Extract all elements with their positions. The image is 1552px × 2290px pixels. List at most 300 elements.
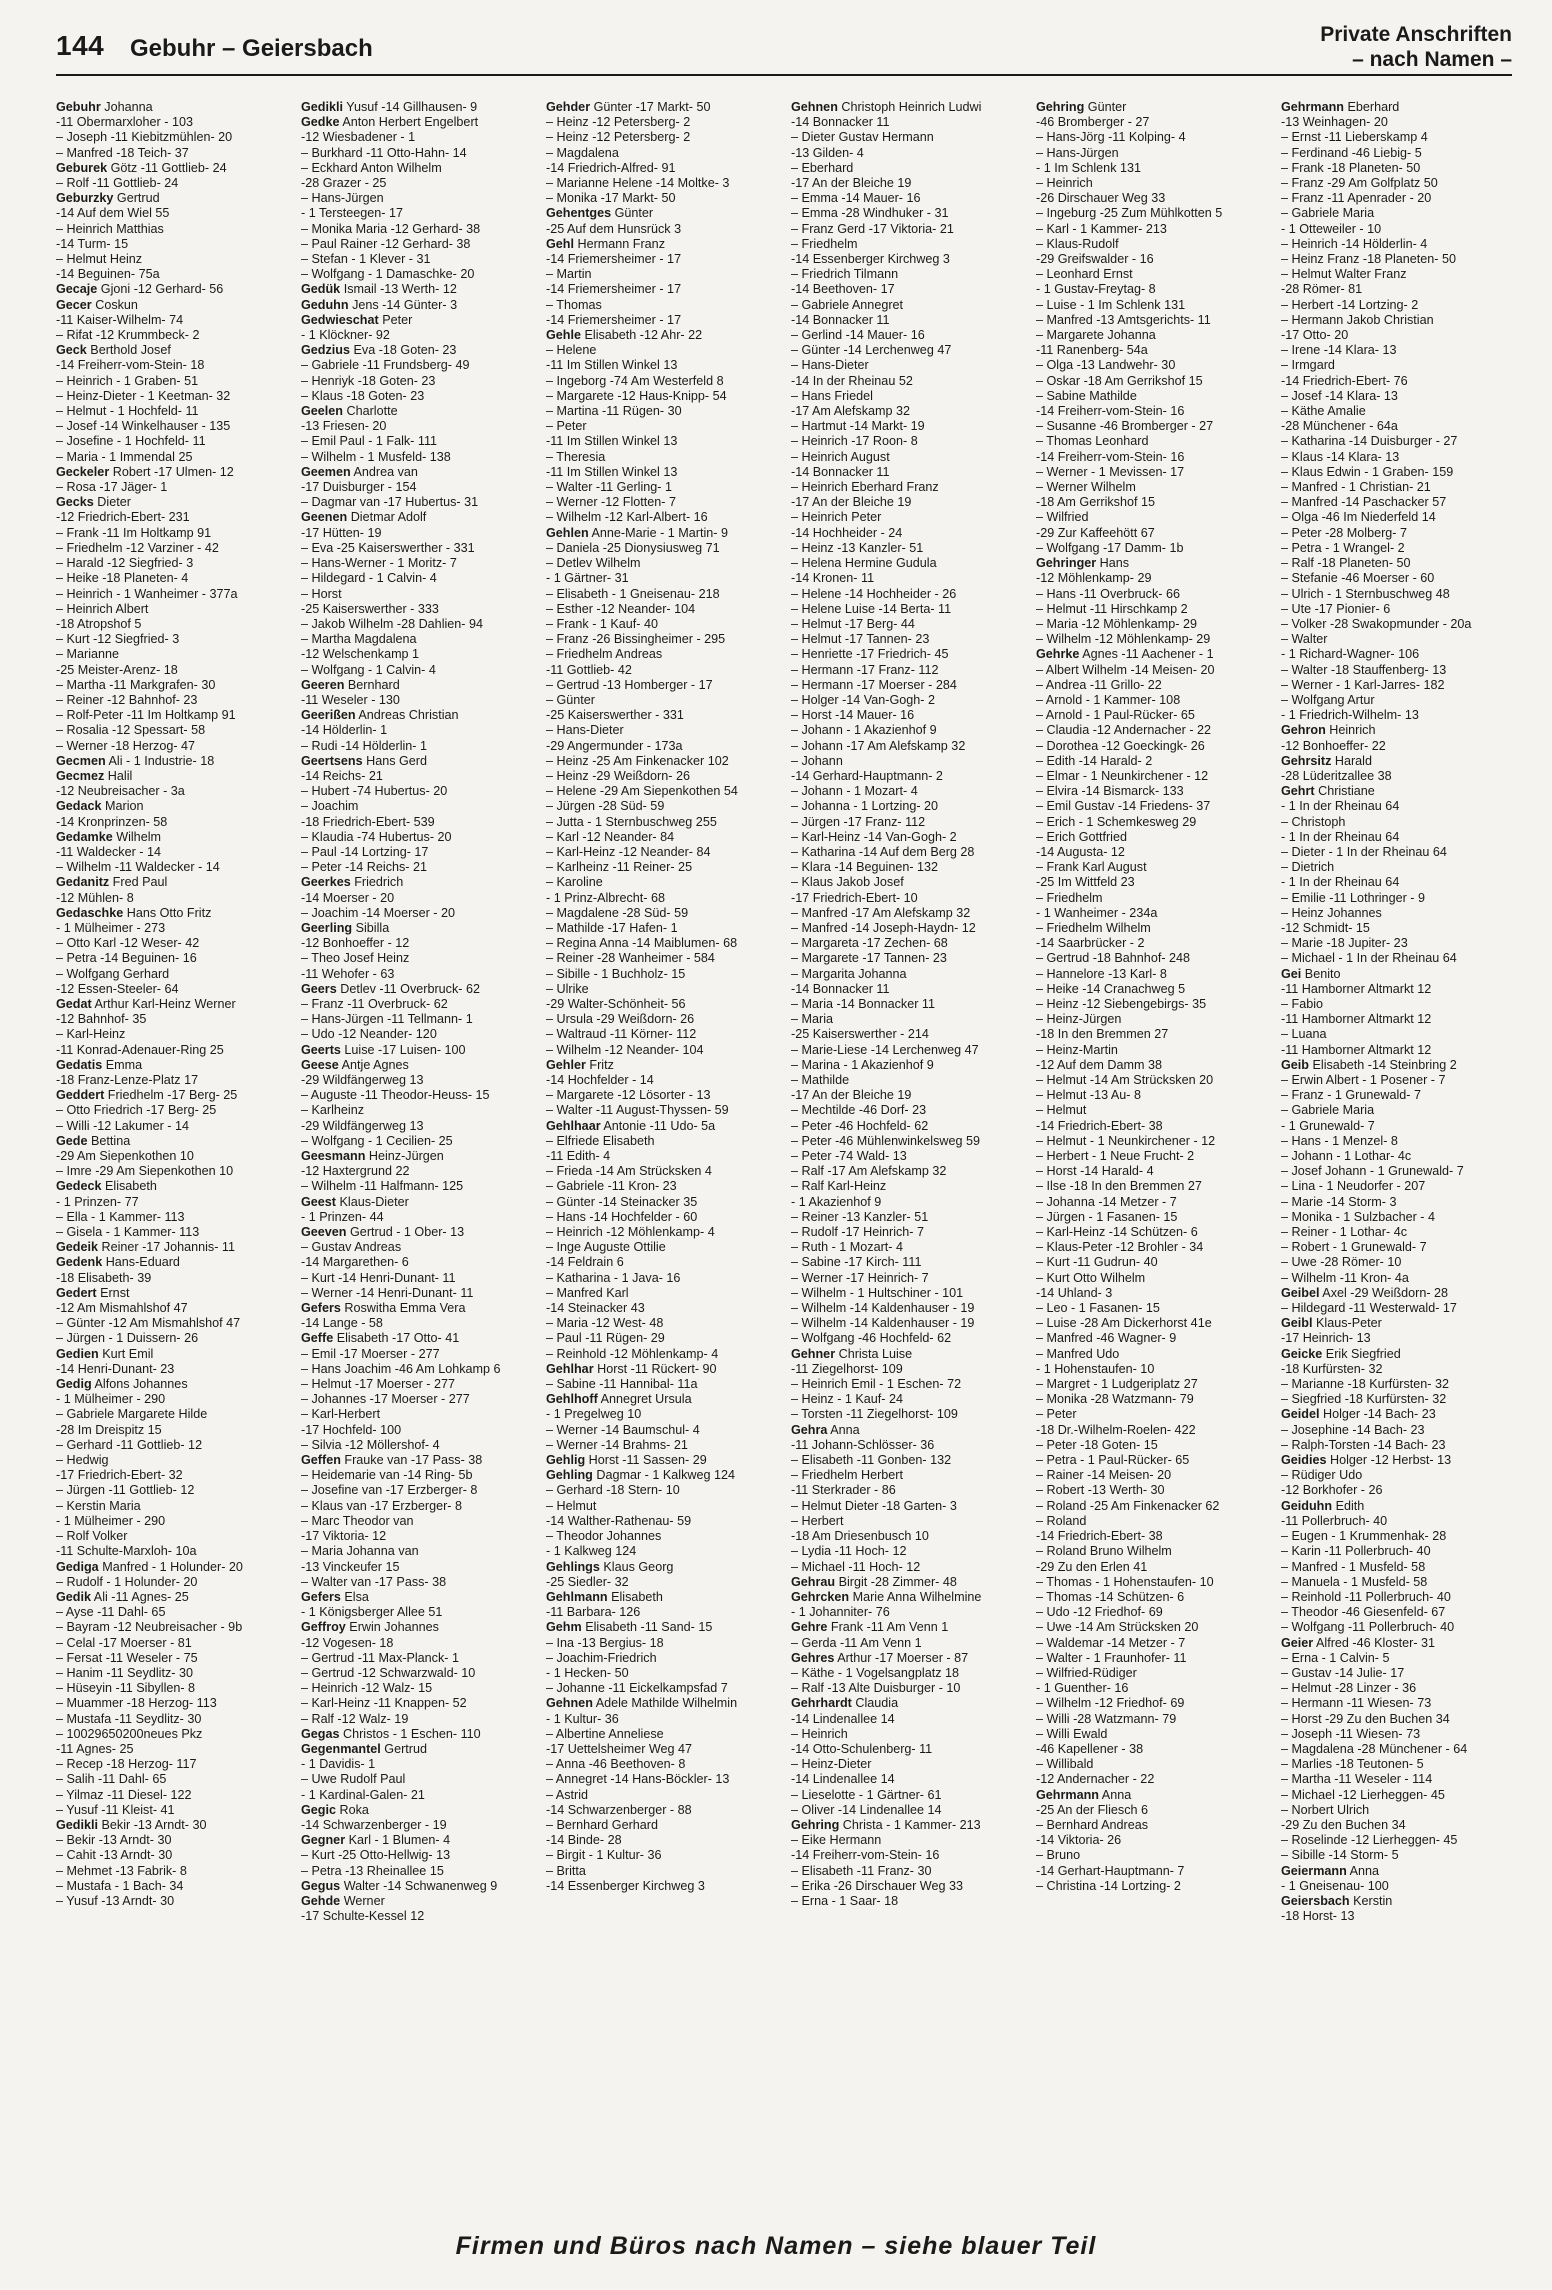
listing-entry: – Heinrich Emil - 1 Eschen- 72 [791,1377,962,1392]
listing-entry: -18 Horst- 13 [1281,1909,1355,1924]
surname-entry: Gehron Heinrich [1281,723,1376,738]
surname-entry: Gedeik Reiner -17 Johannis- 11 [56,1240,235,1255]
listing-entry: – Norbert Ulrich [1281,1802,1370,1817]
listing-entry: – Wilfried [1036,510,1089,525]
listing-entry: – Yusuf -11 Kleist- 41 [56,1802,175,1817]
listing-entry: -17 Hochfeld- 100 [301,1422,402,1437]
listing-entry: – Reinhold -11 Pollerbruch- 40 [1281,1589,1451,1604]
listing-entry: – Käthe - 1 Vogelsangplatz 18 [791,1665,960,1680]
listing-entry: – Heinrich - 1 Wanheimer - 377a [56,586,238,601]
listing-entry: – Reiner -12 Bahnhof- 23 [56,692,198,707]
listing-entry: – Helmut -13 Au- 8 [1036,1088,1141,1103]
listing-entry: -14 Moerser - 20 [301,890,395,905]
listing-entry: – Magdalena -28 Münchener - 64 [1281,1741,1468,1756]
listing-entry: – Manfred -46 Wagner- 9 [1036,1331,1177,1346]
listing-entry: - 1 Tersteegen- 17 [301,206,403,221]
surname-entry: Geemen Andrea van [301,464,418,479]
listing-entry: – Hans - 1 Menzel- 8 [1281,1133,1398,1148]
listing-entry: – Sabine Mathilde [1036,388,1137,403]
listing-entry: -11 Sterkrader - 86 [791,1483,896,1498]
listing-entry: – Ella - 1 Kammer- 113 [56,1209,185,1224]
listing-entry: – Esther -12 Neander- 104 [546,601,696,616]
surname: Gediga [56,1559,99,1574]
listing-entry: - 1 Wanheimer - 234a [1036,905,1158,920]
listing-entry: -11 Im Stillen Winkel 13 [546,358,678,373]
listing-entry: – Waldemar -14 Metzer - 7 [1036,1635,1186,1650]
listing-entry: -12 Vogesen- 18 [301,1635,394,1650]
listing-entry: – Rifat -12 Krummbeck- 2 [56,328,200,343]
listing-entry: – Helene -29 Am Siepenkothen 54 [546,784,738,799]
listing-entry: – Britta [546,1863,586,1878]
listing-entry: - 1 Kultur- 36 [546,1711,619,1726]
surname: Gedaschke [56,905,124,920]
surname-entry: Geeven Gertrud - 1 Ober- 13 [301,1225,465,1240]
surname: Gehder [546,100,591,114]
surname-entry: Gecmen Ali - 1 Industrie- 18 [56,753,215,768]
listing-entry: – Luise - 1 Im Schlenk 131 [1036,297,1186,312]
listing-entry: – Frank Karl August [1036,860,1147,875]
surname: Gedke [301,115,340,130]
listing-entry: – Detlev Wilhelm [546,556,641,571]
listing-entry: – Joachim-Friedrich [546,1650,657,1665]
listing-entry: – Rudolf -17 Heinrich- 7 [791,1225,924,1240]
listing-entry: – Inge Auguste Ottilie [546,1240,666,1255]
listing-entry: – Peter -28 Molberg- 7 [1281,525,1407,540]
listing-entry: – Theodor Johannes [546,1529,662,1544]
surname-entry: Gedikli Bekir -13 Arndt- 30 [56,1817,207,1832]
listing-entry: -14 Gerhard-Hauptmann- 2 [791,768,943,783]
listing-entry: -14 Friedrich-Ebert- 76 [1281,373,1408,388]
listing-entry: – Roland Bruno Wilhelm [1036,1544,1172,1559]
listing-entry: – Karin -11 Pollerbruch- 40 [1281,1544,1431,1559]
listing-entry: -17 An der Bleiche 19 [791,176,912,191]
surname-entry: Geerling Sibilla [301,920,390,935]
listing-entry: -11 Schulte-Marxloh- 10a [56,1544,197,1559]
listing-entry: – Maria -12 West- 48 [546,1316,664,1331]
listing-entry: – Hannelore -13 Karl- 8 [1036,966,1167,981]
surname: Gedien [56,1346,99,1361]
listing-entry: – Hans-Jürgen [1036,145,1119,160]
surname-entry: Gehrmann Anna [1036,1787,1132,1802]
listing-entry: – Margarita Johanna [791,966,907,981]
listing-entry: -29 Angermunder - 173a [546,738,683,753]
listing-entry: – Irmgard [1281,358,1335,373]
surname: Geier [1281,1635,1314,1650]
listing-entry: – Sabine -11 Hannibal- 11a [546,1377,698,1392]
listing-entry: – Regina Anna -14 Maiblumen- 68 [546,936,738,951]
listing-entry: – Werner -14 Henri-Dunant- 11 [301,1285,474,1300]
listing-entry: – Ilse -18 In den Bremmen 27 [1036,1179,1202,1194]
listing-entry: – Rolf Volker [56,1529,128,1544]
listing-entry: – Maria [791,1012,833,1027]
listing-entry: – Lina - 1 Neudorfer - 207 [1281,1179,1426,1194]
listing-entry: – Maria Johanna van [301,1544,419,1559]
listing-entry: – Friedrich Tilmann [791,267,899,282]
surname-entry: Gehl Hermann Franz [546,236,665,251]
listing-entry: – Frank -18 Planeten- 50 [1281,160,1421,175]
listing-entry: – Salih -11 Dahl- 65 [56,1772,167,1787]
listing-entry: -18 Atropshof 5 [56,616,142,631]
listing-entry: – Udo -12 Friedhof- 69 [1036,1605,1163,1620]
listing-entry: – Klaus-Rudolf [1036,236,1119,251]
listing-entry: – Hans-Jürgen [301,191,384,206]
listing-entry: – Karl -12 Neander- 84 [546,829,675,844]
listing-entry: – Wilfried-Rüdiger [1036,1665,1137,1680]
listing-entry: - 1 Königsberger Allee 51 [301,1605,443,1620]
listing-entry: – Monika -28 Watzmann- 79 [1036,1392,1194,1407]
listing-column [791,100,1022,2205]
listing-entry: – Stefan - 1 Klever - 31 [301,252,431,267]
listing-entry: -11 Barbara- 126 [546,1605,641,1620]
surname: Gehrcken [791,1589,850,1604]
listing-entry: -14 Lindenallee 14 [791,1711,895,1726]
surname: Gefers [301,1301,341,1316]
listing-entry: – Christina -14 Lortzing- 2 [1036,1878,1181,1893]
surname: Gedikli [56,1817,98,1832]
surname-entry: Gehrsitz Harald [1281,753,1372,768]
surname-entry: Geburek Götz -11 Gottlieb- 24 [56,160,227,175]
listing-entry: -14 Essenberger Kirchweg 3 [791,252,950,267]
listing-entry: – Helena Hermine Gudula [791,556,937,571]
listing-entry: – Gustav -14 Julie- 17 [1281,1665,1405,1680]
listing-entry: – Hans-Werner - 1 Moritz- 7 [301,556,457,571]
listing-entry: – Wolfgang -17 Damm- 1b [1036,540,1184,555]
listing-entry: - 1 Johanniter- 76 [791,1605,890,1620]
surname-entry: Gehm Elisabeth -11 Sand- 15 [546,1620,713,1635]
surname: Geicke [1281,1346,1323,1361]
surname-entry: Gedatis Emma [56,1057,143,1072]
listing-entry: – Mechtilde -46 Dorf- 23 [791,1103,927,1118]
listing-entry: - 1 Davidis- 1 [301,1757,376,1772]
listing-entry: – Dieter Gustav Hermann [791,130,934,145]
listing-entry: – Wolfgang -11 Pollerbruch- 40 [1281,1620,1455,1635]
listing-entry: – Margarete -12 Haus-Knipp- 54 [546,388,727,403]
surname-entry: Gehlen Anne-Marie - 1 Martin- 9 [546,525,728,540]
listing-entry: – Karl-Heinz -12 Neander- 84 [546,844,711,859]
listing-entry: – Wilhelm -11 Waldecker - 14 [56,860,220,875]
listing-entry: – Eike Hermann [791,1833,882,1848]
listing-entry: – Rainer -14 Meisen- 20 [1036,1468,1172,1483]
listing-entry: -29 Am Siepenkothen 10 [56,1149,194,1164]
listing-entry: -25 Im Wittfeld 23 [1036,875,1135,890]
listing-entry: – Karl-Heinz -14 Van-Gogh- 2 [791,829,957,844]
listing-entry: – Leo - 1 Fasanen- 15 [1036,1301,1160,1316]
listing-entry: -14 Hochfelder - 14 [546,1073,654,1087]
surname: Gehrmann [1281,100,1344,114]
listing-entry: – Thomas Leonhard [1036,434,1149,449]
listing-entry: -25 Siedler- 32 [546,1574,629,1589]
surname-entry: Gede Bettina [56,1133,131,1148]
surname-entry: Gegus Walter -14 Schwanenweg 9 [301,1878,498,1893]
surname: Geburek [56,160,108,175]
listing-entry: -17 Friedrich-Ebert- 32 [56,1468,183,1483]
surname-entry: Geerts Luise -17 Luisen- 100 [301,1042,466,1057]
listing-entry: – Werner - 1 Mevissen- 17 [1036,464,1185,479]
listing-entry: – Emilie -11 Lothringer - 9 [1281,890,1425,905]
listing-entry: – Hermann Jakob Christian [1281,312,1434,327]
surname-entry: Gehnen Christoph Heinrich Ludwi [791,100,982,114]
listing-entry: -13 Gilden- 4 [791,145,864,160]
listing-entry: – Thomas -14 Schützen- 6 [1036,1589,1185,1604]
listing-entry: – Martha -11 Markgrafen- 30 [56,677,216,692]
listing-entry: – Uwe -14 Am Strücksken 20 [1036,1620,1199,1635]
surname-entry: Gedien Kurt Emil [56,1346,154,1361]
listing-entry: – Luana [1281,1027,1327,1042]
surname-entry: Gefers Roswitha Emma Vera [301,1301,466,1316]
listing-entry: – Rosa -17 Jäger- 1 [56,480,168,495]
surname: Gedük [301,282,341,297]
listing-entry: – Helmut -28 Linzer - 36 [1281,1681,1417,1696]
listing-entry: – Michael - 1 In der Rheinau 64 [1281,951,1457,966]
surname: Gedack [56,799,102,814]
listing-entry: -18 Dr.-Wilhelm-Roelen- 422 [1036,1422,1196,1437]
listing-entry: – Elfriede Elisabeth [546,1133,655,1148]
surname: Gehring [1036,100,1085,114]
listing-entry: -25 Auf dem Hunsrück 3 [546,221,682,236]
listing-entry: -12 Mühlen- 8 [56,890,134,905]
listing-entry: – Reinhold -12 Möhlenkamp- 4 [546,1346,719,1361]
listing-entry: -46 Bromberger - 27 [1036,115,1150,130]
listing-entry: – Fersat -11 Weseler - 75 [56,1650,198,1665]
listing-entry: – Käthe Amalie [1281,404,1366,419]
listing-entry: – Robert -13 Werth- 30 [1036,1483,1165,1498]
surname-entry: Geelen Charlotte [301,404,398,419]
listing-entry: – Horst -29 Zu den Buchen 34 [1281,1711,1450,1726]
listing-entry: – Friedhelm Wilhelm [1036,920,1151,935]
listing-entry: – Mathilde [791,1073,850,1087]
listing-entry: – Heidemarie van -14 Ring- 5b [301,1468,473,1483]
listing-entry: -14 Lange - 58 [301,1316,383,1331]
listing-entry: -14 Freiherr-vom-Stein- 16 [791,1848,940,1863]
listing-entry: – Heinz-Dieter - 1 Keetman- 32 [56,388,231,403]
surname-entry: Gehrke Agnes -11 Aachener - 1 [1036,647,1214,662]
surname-entry: Gecmez Halil [56,768,133,783]
listing-entry: – Hermann -17 Moerser - 284 [791,677,957,692]
surname: Gedikli [301,100,343,114]
surname: Gecmen [56,753,106,768]
surname-entry: Geesmann Heinz-Jürgen [301,1149,444,1164]
listing-entry: - 1 Gustav-Freytag- 8 [1036,282,1156,297]
listing-entry: – Günter -14 Steinacker 35 [546,1194,698,1209]
listing-entry: – Horst -14 Mauer- 16 [791,708,915,723]
listing-entry: -11 Weseler - 130 [301,692,400,707]
listing-entry: – Helmut - 1 Neunkirchener - 12 [1036,1133,1216,1148]
listing-entry: – Ingeborg -74 Am Westerfeld 8 [546,373,724,388]
listing-entry: -14 Gerhart-Hauptmann- 7 [1036,1863,1185,1878]
listing-entry: – Gertrud -12 Schwarzwald- 10 [301,1665,476,1680]
surname-entry: Geeren Bernhard [301,677,400,692]
surname: Gegus [301,1878,341,1893]
listing-entry: – Volker -28 Swakopmunder - 20a [1281,616,1472,631]
listing-entry: -14 Freiherr-vom-Stein- 16 [1036,404,1185,419]
listing-entry: – Josef -14 Winkelhauser - 135 [56,419,231,434]
listing-entry: – Albert Wilhelm -14 Meisen- 20 [1036,662,1215,677]
listing-entry: – Petra -14 Beguinen- 16 [56,951,197,966]
surname: Gehentges [546,206,612,221]
listing-entry: -14 Bonnacker 11 [791,464,890,479]
listing-entry: – Rosalia -12 Spessart- 58 [56,723,206,738]
listing-entry: -14 Augusta- 12 [1036,844,1125,859]
listing-entry: -11 Konrad-Adenauer-Ring 25 [56,1042,224,1057]
listing-entry: -11 Wehofer - 63 [301,966,395,981]
surname-entry: Gehlhar Horst -11 Rückert- 90 [546,1361,717,1376]
listing-entry: – Wilhelm -11 Halfmann- 125 [301,1179,464,1194]
listing-entry: – Heinrich -14 Hölderlin- 4 [1281,236,1428,251]
listing-entry: – Werner -14 Baumschul- 4 [546,1422,700,1437]
listing-entry: – Burkhard -11 Otto-Hahn- 14 [301,145,467,160]
listing-entry: – Willibald [1036,1757,1094,1772]
listing-entry: -14 Friedrich-Alfred- 91 [546,160,676,175]
listing-entry: – Werner - 1 Karl-Jarres- 182 [1281,677,1445,692]
listing-entry: -28 Münchener - 64a [1281,419,1398,434]
listing-entry: – Ursula -29 Weißdorn- 26 [546,1012,695,1027]
surname: Gehrau [791,1574,836,1589]
listing-entry: – Elisabeth - 1 Gneisenau- 218 [546,586,720,601]
listing-entry: – Jürgen - 1 Fasanen- 15 [1036,1209,1178,1224]
listing-entry: – Helmut -14 Am Strücksken 20 [1036,1073,1214,1087]
surname-entry: Gedke Anton Herbert Engelbert [301,115,479,130]
listing-entry: – Eva -25 Kaiserswerther - 331 [301,540,475,555]
surname-entry: Geddert Friedhelm -17 Berg- 25 [56,1088,238,1103]
listing-entry: – Helmut -17 Berg- 44 [791,616,915,631]
surname-entry: Geidel Holger -14 Bach- 23 [1281,1407,1436,1422]
surname: Gehlhoff [546,1392,598,1407]
surname-entry: Geib Elisabeth -14 Steinbring 2 [1281,1057,1457,1072]
surname-entry: Gecks Dieter [56,495,131,510]
listing-entry: – Udo -12 Neander- 120 [301,1027,437,1042]
surname: Gehrsitz [1281,753,1332,768]
listing-entry: – Johann - 1 Akazienhof 9 [791,723,937,738]
surname-entry: Gehre Frank -11 Am Venn 1 [791,1620,949,1635]
listing-entry: -17 Hütten- 19 [301,525,382,540]
listing-entry: -14 Auf dem Wiel 55 [56,206,170,221]
listing-entry: – Johanna - 1 Lortzing- 20 [791,799,939,814]
listing-entry: – Heinrich Matthias [56,221,164,236]
listing-entry: -25 Kaiserswerther - 333 [301,601,439,616]
listing-entry: – Walter -11 August-Thyssen- 59 [546,1103,729,1118]
surname: Gehringer [1036,556,1097,571]
listing-entry: - 1 Prinzen- 77 [56,1194,139,1209]
listing-entry: – Manfred - 1 Christian- 21 [1281,480,1431,495]
listing-entry: - 1 Mülheimer - 290 [56,1513,166,1528]
surname: Gedzius [301,343,350,358]
listing-entry: -17 Uettelsheimer Weg 47 [546,1741,693,1756]
listing-entry: – Hans-Jürgen -11 Tellmann- 1 [301,1012,473,1027]
listing-entry: – Frank -11 Im Holtkamp 91 [56,525,212,540]
listing-entry: – Manfred -13 Amtsgerichts- 11 [1036,312,1211,327]
listing-entry: – Susanne -46 Bromberger - 27 [1036,419,1214,434]
listing-entry: – Rudolf - 1 Holunder- 20 [56,1574,198,1589]
surname: Gegner [301,1833,346,1848]
listing-entry: -14 Freiherr-vom-Stein- 16 [1036,449,1185,464]
listing-entry: – Petra -13 Rheinallee 15 [301,1863,444,1878]
surname: Geemen [301,464,351,479]
surname: Gedenk [56,1255,103,1270]
listing-entry: – Siegfried -18 Kurfürsten- 32 [1281,1392,1447,1407]
surname: Gehde [301,1893,341,1908]
listing-entry: – Ina -13 Bergius- 18 [546,1635,664,1650]
listing-entry: – Gertrud -18 Bahnhof- 248 [1036,951,1191,966]
listing-entry: – Josef -14 Klara- 13 [1281,388,1398,403]
listing-entry: – Helene Luise -14 Berta- 11 [791,601,952,616]
surname: Geerkes [301,875,351,890]
listing-entry: – Bernhard Andreas [1036,1817,1149,1832]
listing-entry: – Horst [301,586,342,601]
listing-entry: – Frieda -14 Am Strücksken 4 [546,1164,712,1179]
listing-entry: -14 Friemersheimer - 17 [546,252,682,267]
listing-entry: – Kurt -12 Siegfried- 3 [56,632,180,647]
listing-column [301,100,532,2205]
surname: Geiersbach [1281,1893,1350,1908]
listing-entry: – Willi Ewald [1036,1726,1108,1741]
listing-entry: – Fabio [1281,996,1324,1011]
listing-entry: – Manfred -17 Am Alefskamp 32 [791,905,971,920]
listing-entry: – Wolfgang Gerhard [56,966,170,981]
listing-entry: – Klaus Edwin - 1 Graben- 159 [1281,464,1454,479]
listing-entry: – Silvia -12 Möllershof- 4 [301,1437,440,1452]
surname: Gehle [546,328,581,343]
surname: Gehrke [1036,647,1080,662]
listing-entry: – Cahit -13 Arndt- 30 [56,1848,173,1863]
listing-entry: – Erich - 1 Schemkesweg 29 [1036,814,1197,829]
listing-entry: – Willi -12 Lakumer - 14 [56,1118,189,1133]
surname-entry: Gehner Christa Luise [791,1346,913,1361]
listing-entry: – Albertine Anneliese [546,1726,664,1741]
listing-entry: -14 Turm- 15 [56,236,129,251]
listing-entry: -11 Kaiser-Wilhelm- 74 [56,312,184,327]
listing-entry: – Joachim [301,799,359,814]
listing-entry: – Daniela -25 Dionysiusweg 71 [546,540,720,555]
listing-entry: - 1 In der Rheinau 64 [1281,875,1400,890]
listing-entry: – Hans -11 Overbruck- 66 [1036,586,1180,601]
listing-entry: -12 Am Mismahlshof 47 [56,1301,188,1316]
listing-entry: -26 Dirschauer Weg 33 [1036,191,1166,206]
surname-entry: Gedenk Hans-Eduard [56,1255,180,1270]
surname-entry: Geerißen Andreas Christian [301,708,459,723]
listing-entry: – Günter -14 Lerchenweg 47 [791,343,952,358]
listing-entry: -14 Bonnacker 11 [791,115,890,130]
listing-entry: – Lieselotte - 1 Gärtner- 61 [791,1787,942,1802]
listing-entry: – Helene [546,343,597,358]
listing-entry: – Hans Joachim -46 Am Lohkamp 6 [301,1361,501,1376]
surname: Gehlen [546,525,589,540]
listing-entry: – Sabine -17 Kirch- 111 [791,1255,922,1270]
listing-entry: – Hans-Dieter [546,723,624,738]
listing-entry: – Maria -12 Möhlenkamp- 29 [1036,616,1197,631]
listing-entry: – Ute -17 Pionier- 6 [1281,601,1391,616]
surname-entry: Gehnen Adele Mathilde Wilhelmin [546,1696,738,1711]
listing-entry: – Yilmaz -11 Diesel- 122 [56,1787,192,1802]
listing-entry: – Margarete Johanna [1036,328,1156,343]
surname-entry: Geiermann Anna [1281,1863,1380,1878]
surname-entry: Geicke Erik Siegfried [1281,1346,1401,1361]
listing-entry: – Heinz -12 Petersberg- 2 [546,115,691,130]
listing-entry: – Franz -11 Apenrader - 20 [1281,191,1432,206]
surname-entry: Gedat Arthur Karl-Heinz Werner [56,996,236,1011]
listing-entry: – Peter -46 Hochfeld- 62 [791,1118,929,1133]
listing-entry: – Paul Rainer -12 Gerhard- 38 [301,236,471,251]
listing-entry: – Michael -11 Hoch- 12 [791,1559,921,1574]
listing-entry: - 1 Prinz-Albrecht- 68 [546,890,665,905]
listing-entry: – Johanna -14 Metzer - 7 [1036,1194,1177,1209]
listing-entry: – Theodor -46 Giesenfeld- 67 [1281,1605,1446,1620]
listing-entry: – Karl - 1 Kammer- 213 [1036,221,1167,236]
listing-entry: – Josephine -14 Bach- 23 [1281,1422,1425,1437]
listing-entry: – Heinz -12 Siebengebirgs- 35 [1036,996,1207,1011]
listing-entry: – Hildegard - 1 Calvin- 4 [301,571,437,586]
listing-columns [56,100,1512,2205]
listing-entry: -14 Lindenallee 14 [791,1772,895,1787]
